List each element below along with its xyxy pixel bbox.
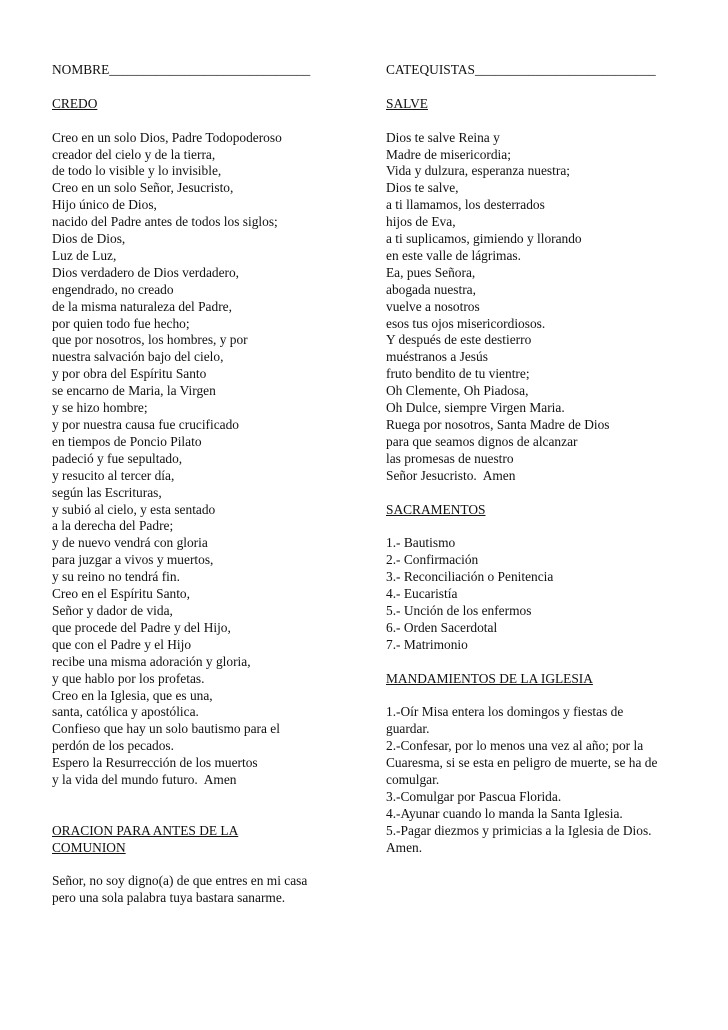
credo-line: Confieso que hay un solo bautismo para el	[52, 721, 280, 737]
credo-line: según las Escrituras,	[52, 484, 162, 500]
credo-line: Creo en la Iglesia, que es una,	[52, 687, 213, 703]
credo-line: que procede del Padre y del Hijo,	[52, 619, 231, 635]
credo-line: y por nuestra causa fue crucificado	[52, 417, 240, 432]
credo-line: nuestra salvación bajo del cielo,	[52, 349, 224, 365]
sacramentos-title: SACRAMENTOS	[386, 501, 486, 517]
credo-line: para juzgar a vivos y muertos,	[52, 552, 214, 568]
salve-line: Madre de misericordia;	[386, 146, 511, 162]
mandamiento-line: 2.-Confesar, por lo menos una vez al año; por la	[386, 738, 644, 754]
credo-line: nacido del Padre antes de todos los siglos;	[52, 214, 278, 230]
sacramentos-list	[386, 535, 696, 653]
credo-line: Hijo único de Dios,	[52, 197, 157, 213]
salve-line: Oh Clemente, Oh Piadosa,	[386, 383, 529, 399]
mandamiento-line: Cuaresma, si se esta en peligro de muerte, se ha de	[386, 755, 658, 771]
credo-line: recibe una misma adoración y gloria,	[52, 653, 251, 669]
credo-text	[52, 130, 352, 789]
mandamiento-line: 4.-Ayunar cuando lo manda la Santa Iglesia.	[386, 805, 623, 821]
credo-line: y la vida del mundo futuro. Amen	[52, 772, 237, 788]
sacramento-item: 2.- Confirmación	[386, 552, 479, 568]
credo-line: y se hizo hombre;	[52, 400, 148, 416]
salve-text	[386, 130, 696, 485]
credo-line: de la misma naturaleza del Padre,	[52, 298, 232, 314]
credo-line: y su reino no tendrá fin.	[52, 569, 180, 585]
salve-line: Oh Dulce, siempre Virgen Maria.	[386, 400, 565, 416]
mandamiento-line: 5.-Pagar diezmos y primicias a la Iglesia de Dios.	[386, 822, 652, 838]
sacramento-item: 4.- Eucaristía	[386, 586, 458, 602]
credo-line: perdón de los pecados.	[52, 738, 174, 754]
credo-line: y resucito al tercer día,	[52, 467, 175, 483]
credo-line: y subió al cielo, y esta sentado	[52, 501, 216, 517]
oracion-title-line-2: COMUNION	[52, 839, 126, 855]
credo-line: Creo en un solo Señor, Jesucristo,	[52, 180, 234, 196]
credo-line: engendrado, no creado	[52, 281, 174, 297]
sacramento-item: 5.- Unción de los enfermos	[386, 602, 532, 618]
left-column	[52, 62, 352, 907]
salve-line: las promesas de nuestro	[386, 450, 514, 466]
oracion-line: Señor, no soy digno(a) de que entres en mi casa	[52, 873, 308, 889]
salve-line: esos tus ojos misericordiosos.	[386, 315, 546, 331]
credo-line: que por nosotros, los hombres, y por	[52, 332, 248, 348]
salve-line: fruto bendito de tu vientre;	[386, 366, 530, 382]
credo-title: CREDO	[52, 95, 98, 111]
salve-line: muéstranos a Jesús	[386, 349, 488, 365]
sacramento-item: 3.- Reconciliación o Penitencia	[386, 569, 554, 585]
salve-line: Vida y dulzura, esperanza nuestra;	[386, 163, 570, 179]
salve-line: vuelve a nosotros	[386, 298, 480, 314]
salve-line: a ti llamamos, los desterrados	[386, 197, 545, 213]
salve-line: Dios te salve Reina y	[386, 129, 500, 145]
salve-line: para que seamos dignos de alcanzar	[386, 433, 578, 449]
oracion-line: pero una sola palabra tuya bastara sanarme.	[52, 890, 286, 906]
credo-line: por quien todo fue hecho;	[52, 315, 190, 331]
credo-line: Creo en un solo Dios, Padre Todopoderoso	[52, 129, 282, 145]
salve-line: Ruega por nosotros, Santa Madre de Dios	[386, 417, 610, 432]
credo-line: Luz de Luz,	[52, 247, 117, 263]
credo-line: que con el Padre y el Hijo	[52, 636, 192, 652]
credo-line: padeció y fue sepultado,	[52, 450, 183, 466]
mandamientos-title: MANDAMIENTOS DE LA IGLESIA	[386, 670, 593, 686]
credo-line: y que hablo por los profetas.	[52, 670, 205, 686]
salve-line: Ea, pues Señora,	[386, 264, 476, 280]
salve-line: Señor Jesucristo. Amen	[386, 467, 516, 483]
credo-line: se encarno de Maria, la Virgen	[52, 383, 216, 399]
credo-line: Espero la Resurrección de los muertos	[52, 755, 258, 771]
credo-line: santa, católica y apostólica.	[52, 704, 199, 720]
credo-line: Dios de Dios,	[52, 231, 126, 247]
salve-line: abogada nuestra,	[386, 281, 476, 297]
right-column	[386, 62, 696, 857]
credo-line: y de nuevo vendrá con gloria	[52, 535, 208, 551]
credo-line: Señor y dador de vida,	[52, 602, 173, 618]
credo-line: a la derecha del Padre;	[52, 518, 174, 534]
sacramento-item: 1.- Bautismo	[386, 535, 456, 551]
mandamiento-line: Amen.	[386, 839, 423, 855]
mandamiento-line: 1.-Oír Misa entera los domingos y fiestas de	[386, 704, 624, 720]
salve-line: en este valle de lágrimas.	[386, 247, 521, 263]
mandamiento-line: 3.-Comulgar por Pascua Florida.	[386, 788, 562, 804]
credo-line: y por obra del Espíritu Santo	[52, 366, 207, 382]
sacramento-item: 7.- Matrimonio	[386, 636, 468, 652]
credo-line: Creo en el Espíritu Santo,	[52, 586, 190, 602]
mandamiento-line: comulgar.	[386, 771, 440, 787]
salve-line: a ti suplicamos, gimiendo y llorando	[386, 231, 582, 247]
salve-line: hijos de Eva,	[386, 214, 456, 230]
catequistas-field: CATEQUISTAS___________________________	[386, 62, 656, 77]
credo-line: creador del cielo y de la tierra,	[52, 146, 216, 162]
nombre-field: NOMBRE______________________________	[52, 62, 311, 77]
credo-line: de todo lo visible y lo invisible,	[52, 163, 222, 179]
oracion-text	[52, 873, 352, 907]
oracion-title-line-1: ORACION PARA ANTES DE LA	[52, 822, 239, 838]
salve-title: SALVE	[386, 95, 428, 111]
mandamientos-list	[386, 704, 696, 856]
salve-line: Y después de este destierro	[386, 332, 532, 348]
credo-line: Dios verdadero de Dios verdadero,	[52, 264, 240, 280]
salve-line: Dios te salve,	[386, 180, 459, 196]
credo-line: en tiempos de Poncio Pilato	[52, 433, 202, 449]
sacramento-item: 6.- Orden Sacerdotal	[386, 619, 498, 635]
mandamiento-line: guardar.	[386, 721, 430, 737]
